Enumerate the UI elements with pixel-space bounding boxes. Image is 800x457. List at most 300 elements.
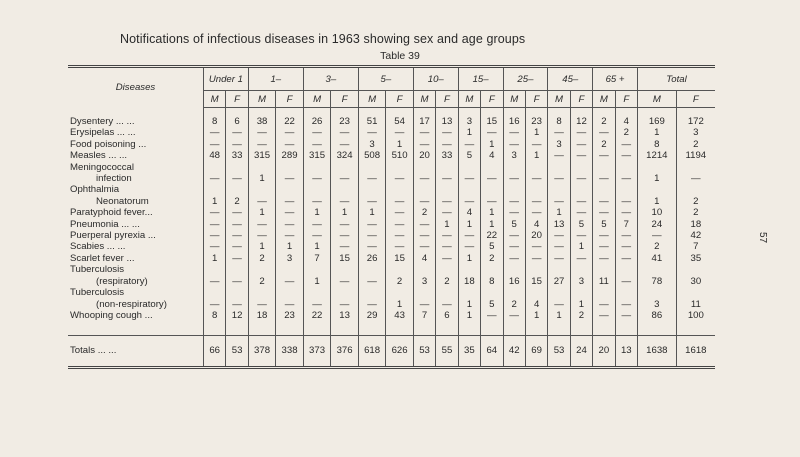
count-cell: — bbox=[331, 173, 359, 184]
count-cell: 38 bbox=[248, 116, 276, 127]
count-cell bbox=[203, 287, 225, 298]
count-cell bbox=[615, 264, 637, 275]
count-cell: 53 bbox=[226, 336, 248, 368]
count-cell: 373 bbox=[303, 336, 331, 368]
spacer-cell bbox=[203, 321, 225, 336]
count-cell: — bbox=[331, 230, 359, 241]
count-cell: 12 bbox=[226, 310, 248, 321]
count-cell bbox=[358, 287, 386, 298]
spacer-cell bbox=[68, 108, 203, 117]
count-cell: — bbox=[676, 173, 715, 184]
count-cell: — bbox=[303, 173, 331, 184]
disease-name: Scarlet fever ... bbox=[70, 252, 135, 264]
count-cell: — bbox=[276, 219, 304, 230]
count-cell: 3 bbox=[637, 299, 676, 310]
count-cell: 23 bbox=[525, 116, 547, 127]
count-cell: — bbox=[548, 299, 570, 310]
count-cell: 8 bbox=[637, 139, 676, 150]
count-cell: 2 bbox=[593, 139, 615, 150]
count-cell bbox=[676, 162, 715, 173]
count-cell: — bbox=[615, 299, 637, 310]
count-cell: — bbox=[548, 230, 570, 241]
count-cell: — bbox=[503, 139, 525, 150]
disease-name: Measles ... ... bbox=[70, 150, 128, 162]
count-cell: — bbox=[358, 219, 386, 230]
count-cell: 2 bbox=[593, 116, 615, 127]
count-cell: 1 bbox=[203, 253, 225, 264]
table-row bbox=[68, 127, 715, 138]
count-cell bbox=[276, 162, 304, 173]
count-cell bbox=[503, 162, 525, 173]
count-cell: 1 bbox=[481, 139, 503, 150]
count-cell: — bbox=[436, 173, 458, 184]
count-cell: 78 bbox=[637, 276, 676, 287]
count-cell: — bbox=[593, 253, 615, 264]
count-cell: — bbox=[413, 230, 435, 241]
count-cell bbox=[676, 287, 715, 298]
count-cell bbox=[358, 184, 386, 195]
count-cell: — bbox=[436, 230, 458, 241]
table-row bbox=[68, 196, 715, 207]
age-group-header: 15– bbox=[458, 67, 503, 91]
spacer-cell bbox=[68, 321, 203, 336]
count-cell: 1 bbox=[436, 219, 458, 230]
count-cell: 3 bbox=[570, 276, 592, 287]
table-row bbox=[68, 184, 715, 195]
count-cell: 3 bbox=[676, 127, 715, 138]
count-cell: — bbox=[358, 241, 386, 252]
count-cell: 1 bbox=[458, 310, 480, 321]
count-cell: 42 bbox=[676, 230, 715, 241]
count-cell: 1 bbox=[570, 299, 592, 310]
count-cell: 7 bbox=[413, 310, 435, 321]
age-group-header-row bbox=[68, 67, 715, 91]
count-cell: 618 bbox=[358, 336, 386, 368]
count-cell: 13 bbox=[548, 219, 570, 230]
spacer-cell bbox=[276, 108, 304, 117]
count-cell: — bbox=[276, 139, 304, 150]
count-cell: — bbox=[525, 139, 547, 150]
count-cell: — bbox=[525, 253, 547, 264]
count-cell: — bbox=[203, 276, 225, 287]
disease-name: Pneumonia ... ... bbox=[70, 218, 140, 230]
count-cell: — bbox=[303, 299, 331, 310]
count-cell: — bbox=[436, 196, 458, 207]
sex-header-f: F bbox=[386, 91, 414, 108]
count-cell: — bbox=[358, 230, 386, 241]
count-cell: 1194 bbox=[676, 150, 715, 161]
count-cell: — bbox=[481, 310, 503, 321]
count-cell bbox=[637, 162, 676, 173]
count-cell: — bbox=[248, 230, 276, 241]
count-cell: 27 bbox=[548, 276, 570, 287]
count-cell: 1 bbox=[570, 241, 592, 252]
count-cell: — bbox=[458, 139, 480, 150]
count-cell bbox=[248, 162, 276, 173]
count-cell: 2 bbox=[481, 253, 503, 264]
count-cell: — bbox=[358, 127, 386, 138]
count-cell: — bbox=[593, 196, 615, 207]
count-cell: — bbox=[615, 241, 637, 252]
spacer-cell bbox=[358, 321, 386, 336]
count-cell: 53 bbox=[548, 336, 570, 368]
count-cell: — bbox=[593, 241, 615, 252]
count-cell: — bbox=[548, 173, 570, 184]
count-cell: — bbox=[503, 310, 525, 321]
count-cell: — bbox=[503, 207, 525, 218]
count-cell bbox=[570, 184, 592, 195]
count-cell: 1 bbox=[637, 173, 676, 184]
count-cell: 20 bbox=[525, 230, 547, 241]
count-cell: — bbox=[358, 173, 386, 184]
sex-header-f: F bbox=[276, 91, 304, 108]
count-cell: — bbox=[413, 299, 435, 310]
spacer-cell bbox=[637, 108, 676, 117]
count-cell: — bbox=[386, 127, 414, 138]
count-cell bbox=[481, 184, 503, 195]
count-cell: 5 bbox=[458, 150, 480, 161]
sex-header-f: F bbox=[331, 91, 359, 108]
totals-label: Totals ... ... bbox=[68, 336, 203, 368]
table-row bbox=[68, 299, 715, 310]
count-cell: — bbox=[436, 241, 458, 252]
count-cell: 3 bbox=[458, 116, 480, 127]
count-cell: — bbox=[570, 207, 592, 218]
age-group-header: Under 1 bbox=[203, 67, 248, 91]
count-cell bbox=[358, 162, 386, 173]
count-cell: 510 bbox=[386, 150, 414, 161]
sex-header-f: F bbox=[226, 91, 248, 108]
spacer-cell bbox=[615, 321, 637, 336]
count-cell: 376 bbox=[331, 336, 359, 368]
count-cell bbox=[637, 287, 676, 298]
count-cell: 22 bbox=[276, 116, 304, 127]
spacer-cell bbox=[676, 108, 715, 117]
disease-name: Puerperal pyrexia ... bbox=[70, 230, 156, 242]
count-cell: 54 bbox=[386, 116, 414, 127]
count-cell: — bbox=[386, 196, 414, 207]
count-cell: — bbox=[203, 173, 225, 184]
spacer-cell bbox=[436, 108, 458, 117]
count-cell: 7 bbox=[303, 253, 331, 264]
count-cell bbox=[386, 264, 414, 275]
count-cell: — bbox=[503, 127, 525, 138]
page-number: 57 bbox=[757, 231, 769, 244]
count-cell: 16 bbox=[503, 276, 525, 287]
table-label: Table 39 bbox=[380, 50, 420, 62]
disease-name: Erysipelas ... ... bbox=[70, 127, 136, 139]
count-cell: — bbox=[248, 139, 276, 150]
count-cell bbox=[413, 162, 435, 173]
count-cell: — bbox=[637, 230, 676, 241]
page-title: Notifications of infectious diseases in 1963 showing sex and age groups bbox=[120, 32, 526, 46]
table-row bbox=[68, 310, 715, 321]
sex-header-f: F bbox=[481, 91, 503, 108]
spacer-cell bbox=[615, 108, 637, 117]
count-cell: 26 bbox=[303, 116, 331, 127]
count-cell: — bbox=[413, 173, 435, 184]
count-cell: — bbox=[413, 219, 435, 230]
count-cell bbox=[331, 184, 359, 195]
count-cell: 8 bbox=[548, 116, 570, 127]
count-cell: 42 bbox=[503, 336, 525, 368]
table-row bbox=[68, 230, 715, 241]
count-cell: — bbox=[548, 196, 570, 207]
count-cell: 2 bbox=[226, 196, 248, 207]
table-row bbox=[68, 241, 715, 252]
count-cell: — bbox=[548, 253, 570, 264]
count-cell bbox=[481, 287, 503, 298]
count-cell: — bbox=[203, 230, 225, 241]
count-cell: — bbox=[503, 241, 525, 252]
count-cell: 1 bbox=[525, 150, 547, 161]
count-cell: — bbox=[226, 207, 248, 218]
count-cell: 1 bbox=[303, 207, 331, 218]
count-cell bbox=[248, 264, 276, 275]
disease-name: Tuberculosis bbox=[70, 264, 125, 276]
count-cell: 1618 bbox=[676, 336, 715, 368]
count-cell: 20 bbox=[593, 336, 615, 368]
count-cell: 1638 bbox=[637, 336, 676, 368]
count-cell: 338 bbox=[276, 336, 304, 368]
sex-header-f: F bbox=[436, 91, 458, 108]
count-cell: 11 bbox=[676, 299, 715, 310]
count-cell: — bbox=[276, 299, 304, 310]
table-row bbox=[68, 116, 715, 127]
count-cell: 30 bbox=[676, 276, 715, 287]
count-cell: 2 bbox=[676, 139, 715, 150]
count-cell: — bbox=[436, 127, 458, 138]
count-cell: 16 bbox=[503, 116, 525, 127]
count-cell bbox=[570, 287, 592, 298]
count-cell: 29 bbox=[358, 310, 386, 321]
count-cell: 1 bbox=[386, 139, 414, 150]
count-cell: — bbox=[436, 253, 458, 264]
sex-header-m: M bbox=[358, 91, 386, 108]
count-cell: — bbox=[570, 127, 592, 138]
count-cell bbox=[615, 287, 637, 298]
count-cell: 2 bbox=[503, 299, 525, 310]
count-cell: — bbox=[331, 219, 359, 230]
count-cell: — bbox=[458, 241, 480, 252]
table-row bbox=[68, 162, 715, 173]
count-cell: — bbox=[570, 139, 592, 150]
count-cell: 69 bbox=[525, 336, 547, 368]
spacer-cell bbox=[248, 321, 276, 336]
count-cell: 289 bbox=[276, 150, 304, 161]
count-cell: 4 bbox=[481, 150, 503, 161]
count-cell bbox=[548, 264, 570, 275]
count-cell: 2 bbox=[248, 276, 276, 287]
count-cell: 23 bbox=[331, 116, 359, 127]
count-cell: — bbox=[436, 299, 458, 310]
count-cell: 13 bbox=[331, 310, 359, 321]
count-cell bbox=[436, 287, 458, 298]
count-cell bbox=[303, 264, 331, 275]
count-cell bbox=[593, 287, 615, 298]
count-cell: 33 bbox=[436, 150, 458, 161]
count-cell: — bbox=[436, 207, 458, 218]
count-cell: 2 bbox=[676, 196, 715, 207]
count-cell: — bbox=[413, 127, 435, 138]
spacer-cell bbox=[248, 108, 276, 117]
count-cell: — bbox=[503, 196, 525, 207]
count-cell: — bbox=[413, 241, 435, 252]
count-cell: — bbox=[615, 230, 637, 241]
count-cell: — bbox=[615, 196, 637, 207]
count-cell: 48 bbox=[203, 150, 225, 161]
count-cell: — bbox=[226, 241, 248, 252]
count-cell: — bbox=[458, 173, 480, 184]
count-cell: 5 bbox=[481, 299, 503, 310]
count-cell: 55 bbox=[436, 336, 458, 368]
count-cell: — bbox=[503, 173, 525, 184]
count-cell bbox=[593, 184, 615, 195]
table-row bbox=[68, 253, 715, 264]
sex-header-m: M bbox=[593, 91, 615, 108]
sex-header-m: M bbox=[413, 91, 435, 108]
count-cell bbox=[503, 264, 525, 275]
count-cell: — bbox=[615, 253, 637, 264]
count-cell: 2 bbox=[436, 276, 458, 287]
count-cell bbox=[676, 264, 715, 275]
count-cell: — bbox=[276, 127, 304, 138]
count-cell: 2 bbox=[570, 310, 592, 321]
count-cell: — bbox=[248, 196, 276, 207]
count-cell bbox=[593, 162, 615, 173]
count-cell: — bbox=[358, 196, 386, 207]
spacer-cell bbox=[331, 108, 359, 117]
disease-name: (respiratory) bbox=[96, 275, 148, 287]
count-cell: 2 bbox=[676, 207, 715, 218]
count-cell: 1 bbox=[637, 127, 676, 138]
count-cell: 3 bbox=[548, 139, 570, 150]
count-cell: — bbox=[593, 173, 615, 184]
total-header: Total bbox=[637, 67, 715, 91]
sex-header-m: M bbox=[248, 91, 276, 108]
count-cell: — bbox=[548, 241, 570, 252]
count-cell: 1 bbox=[481, 219, 503, 230]
count-cell: 1 bbox=[548, 207, 570, 218]
count-cell: — bbox=[226, 173, 248, 184]
count-cell: 18 bbox=[458, 276, 480, 287]
count-cell: — bbox=[331, 196, 359, 207]
count-cell: 315 bbox=[248, 150, 276, 161]
sex-header-f: F bbox=[676, 91, 715, 108]
count-cell: — bbox=[570, 230, 592, 241]
count-cell bbox=[481, 264, 503, 275]
count-cell: — bbox=[331, 139, 359, 150]
count-cell: — bbox=[481, 196, 503, 207]
count-cell: — bbox=[303, 139, 331, 150]
count-cell: 4 bbox=[525, 299, 547, 310]
count-cell: 3 bbox=[413, 276, 435, 287]
spacer-cell bbox=[481, 108, 503, 117]
count-cell: — bbox=[276, 276, 304, 287]
count-cell bbox=[458, 287, 480, 298]
spacer-row bbox=[68, 108, 715, 117]
count-cell: 35 bbox=[676, 253, 715, 264]
count-cell: — bbox=[413, 196, 435, 207]
spacer-cell bbox=[226, 108, 248, 117]
count-cell: 22 bbox=[481, 230, 503, 241]
count-cell: — bbox=[570, 173, 592, 184]
sex-header-m: M bbox=[503, 91, 525, 108]
age-group-header: 10– bbox=[413, 67, 458, 91]
spacer-cell bbox=[386, 321, 414, 336]
count-cell: — bbox=[593, 230, 615, 241]
count-cell: — bbox=[593, 150, 615, 161]
spacer-cell bbox=[331, 321, 359, 336]
table-row bbox=[68, 276, 715, 287]
disease-name: Neonatorum bbox=[96, 195, 149, 207]
count-cell: 86 bbox=[637, 310, 676, 321]
table-row bbox=[68, 287, 715, 298]
count-cell bbox=[436, 162, 458, 173]
count-cell bbox=[413, 287, 435, 298]
count-cell: 24 bbox=[570, 336, 592, 368]
spacer-cell bbox=[226, 321, 248, 336]
count-cell bbox=[276, 287, 304, 298]
count-cell: — bbox=[331, 299, 359, 310]
sex-header-f: F bbox=[615, 91, 637, 108]
spacer-cell bbox=[203, 108, 225, 117]
count-cell bbox=[548, 287, 570, 298]
sex-header-m: M bbox=[203, 91, 225, 108]
count-cell: — bbox=[458, 196, 480, 207]
count-cell: 17 bbox=[413, 116, 435, 127]
age-group-header: 45– bbox=[548, 67, 593, 91]
table-row bbox=[68, 139, 715, 150]
count-cell: 8 bbox=[203, 310, 225, 321]
spacer-cell bbox=[593, 108, 615, 117]
count-cell: — bbox=[615, 150, 637, 161]
count-cell: — bbox=[615, 310, 637, 321]
count-cell: 2 bbox=[615, 127, 637, 138]
count-cell: 41 bbox=[637, 253, 676, 264]
count-cell: — bbox=[481, 127, 503, 138]
count-cell: — bbox=[226, 139, 248, 150]
count-cell bbox=[458, 184, 480, 195]
age-group-header: 5– bbox=[358, 67, 413, 91]
count-cell: — bbox=[458, 230, 480, 241]
count-cell: 12 bbox=[570, 116, 592, 127]
disease-name: Scabies ... ... bbox=[70, 241, 126, 253]
count-cell: 3 bbox=[358, 139, 386, 150]
count-cell: — bbox=[503, 230, 525, 241]
count-cell: — bbox=[570, 253, 592, 264]
count-cell: 1 bbox=[276, 241, 304, 252]
count-cell bbox=[615, 162, 637, 173]
count-cell: 172 bbox=[676, 116, 715, 127]
count-cell: 35 bbox=[458, 336, 480, 368]
count-cell: 13 bbox=[436, 116, 458, 127]
count-cell bbox=[248, 184, 276, 195]
count-cell: 43 bbox=[386, 310, 414, 321]
count-cell: 15 bbox=[386, 253, 414, 264]
count-cell: — bbox=[570, 150, 592, 161]
count-cell: 64 bbox=[481, 336, 503, 368]
count-cell: — bbox=[226, 299, 248, 310]
count-cell: 24 bbox=[637, 219, 676, 230]
count-cell: — bbox=[248, 299, 276, 310]
count-cell: 8 bbox=[203, 116, 225, 127]
count-cell: 3 bbox=[503, 150, 525, 161]
spacer-cell bbox=[276, 321, 304, 336]
count-cell: — bbox=[331, 127, 359, 138]
spacer-cell bbox=[481, 321, 503, 336]
count-cell: 22 bbox=[303, 310, 331, 321]
